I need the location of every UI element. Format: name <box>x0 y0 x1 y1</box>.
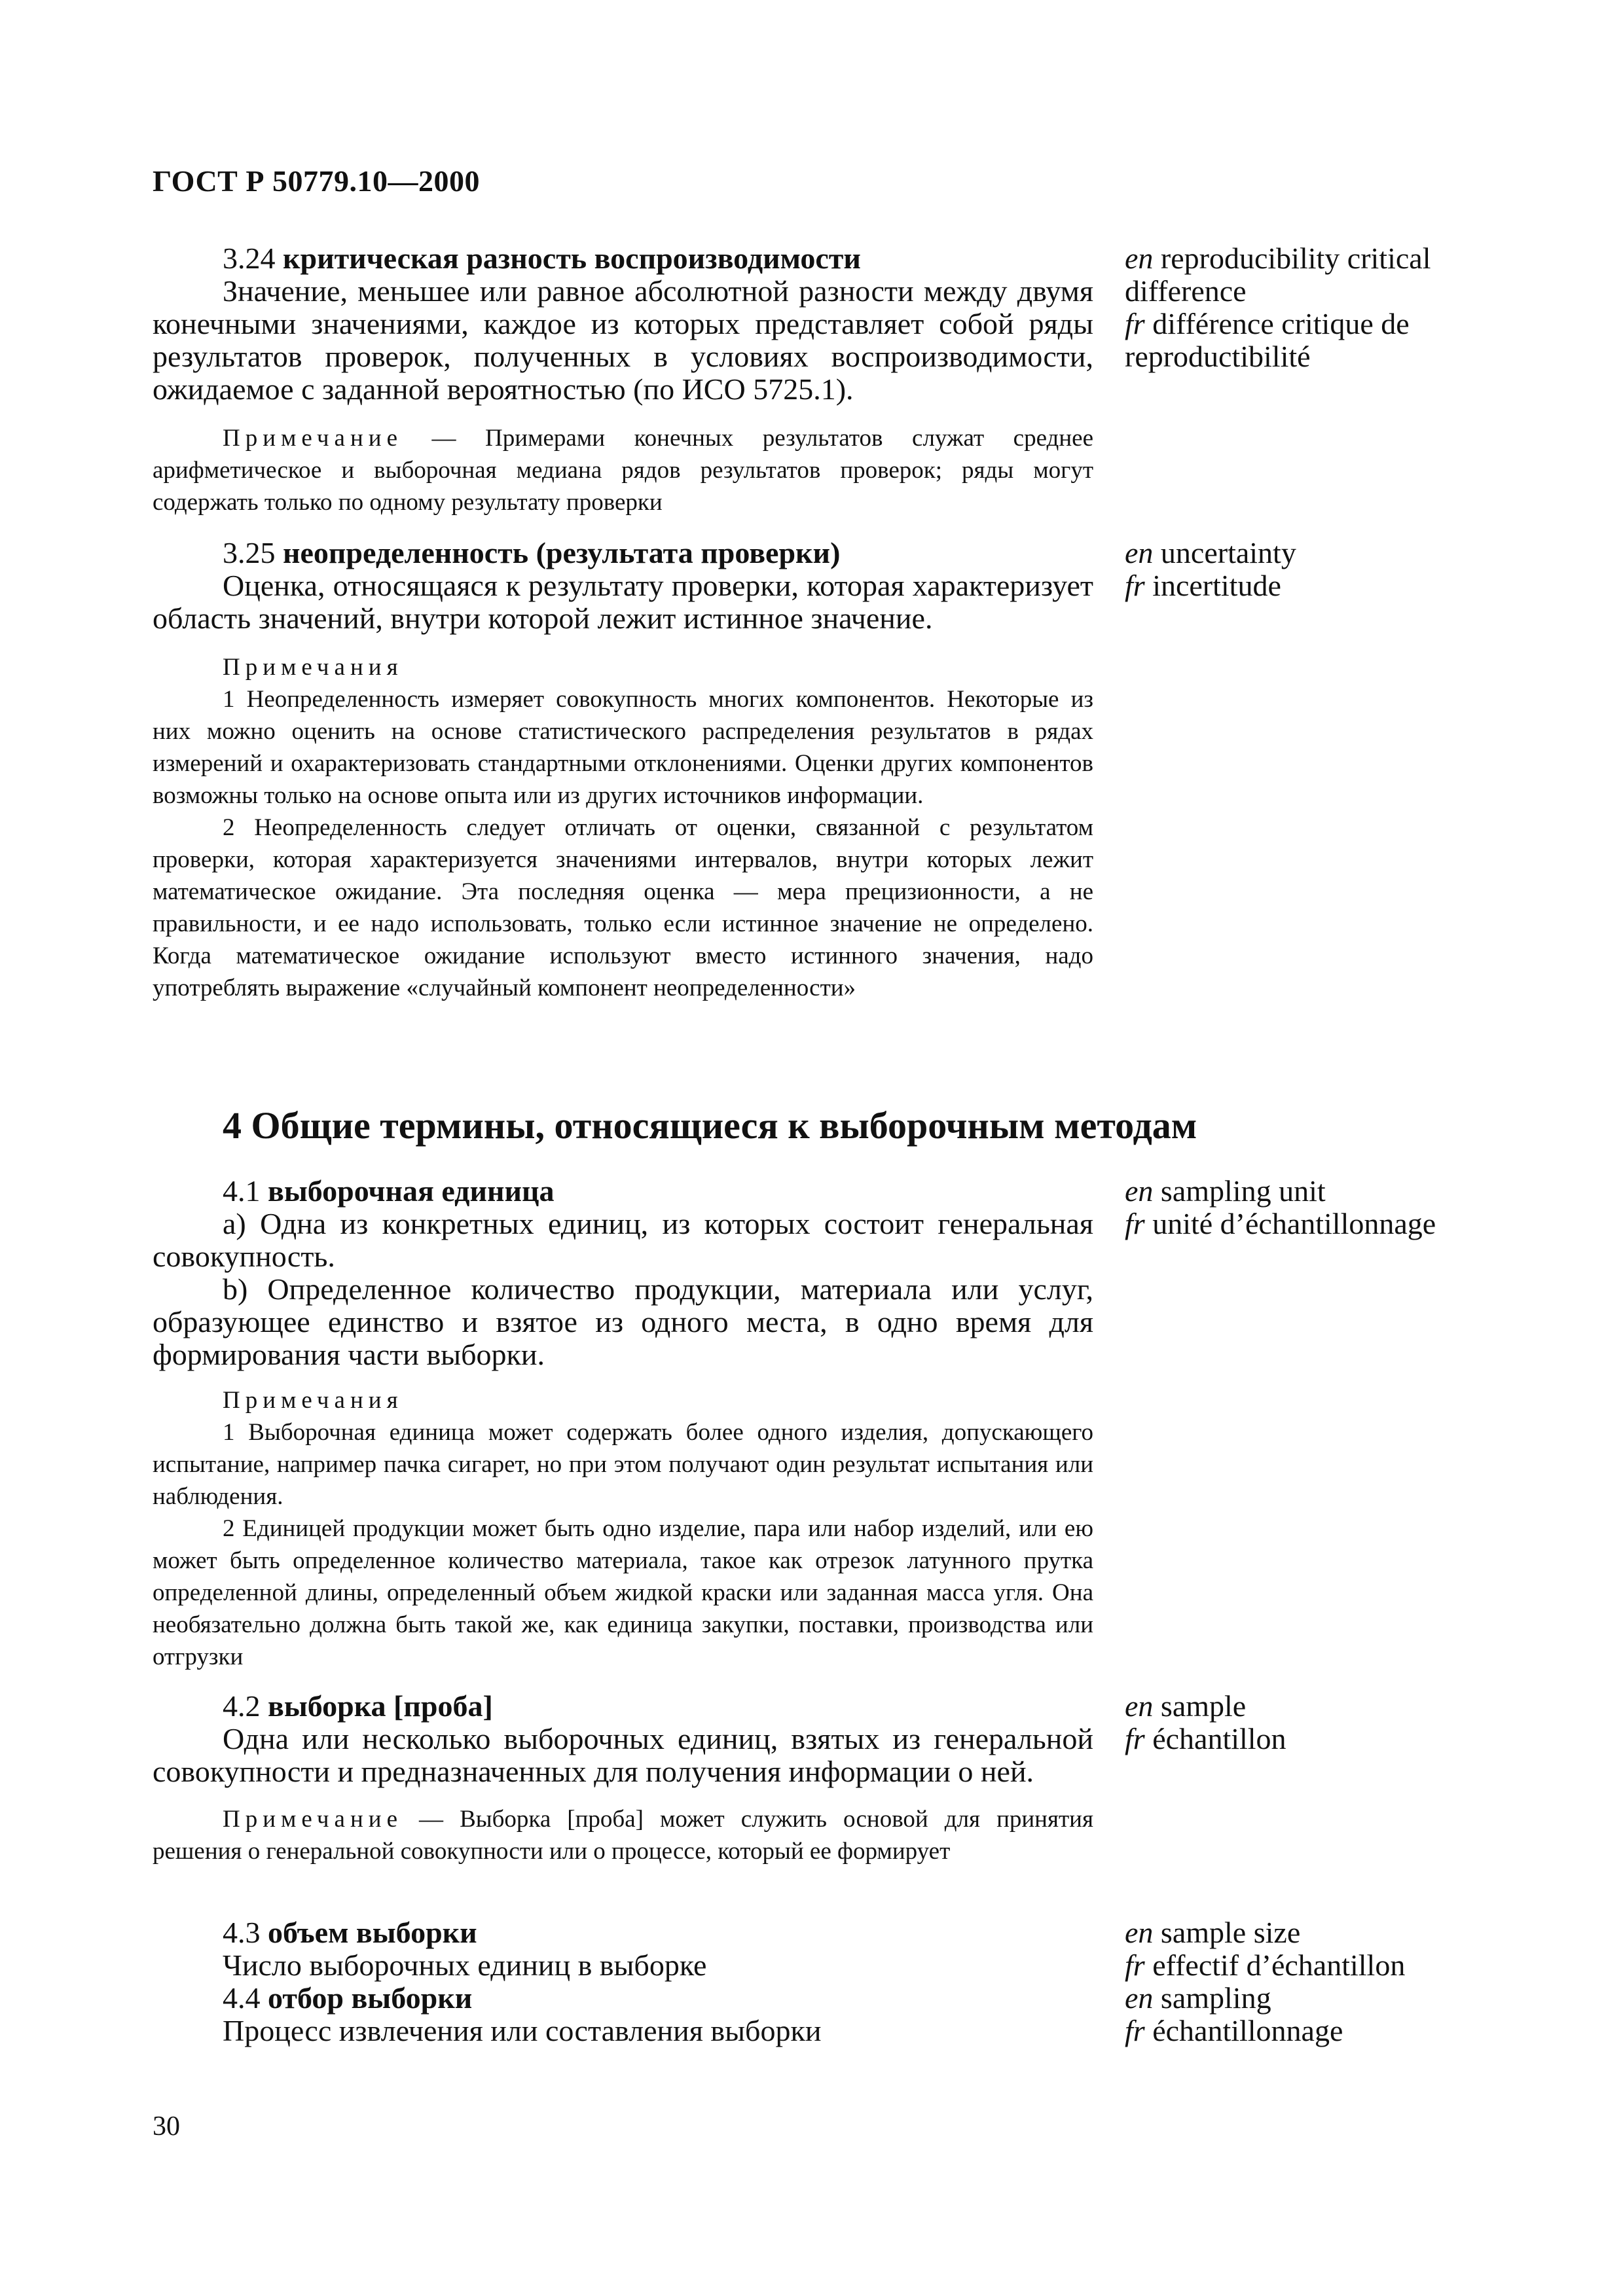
en-equivalent <box>1125 537 1491 569</box>
fr-equivalent <box>1125 1723 1491 1755</box>
en-equivalent <box>1125 1916 1491 1949</box>
entry-3-25 <box>153 537 1093 635</box>
term-definition-a: а) Одна из конкретных единиц, из которых состоит генеральная совокупность. <box>153 1207 1093 1273</box>
section-4-heading: 4 Общие термины, относящиеся к выборочным методам <box>223 1104 1197 1147</box>
note-2: 2 Единицей продукции может быть одно изделие, пара или набор изделий, или ею может быть определенное количество материала, такое как отрезок латунного прутка определенной длины, определенный объем жидкой краски или заданная масса угля. Она необязательно должна быть такой же, как единица закупки, поставки, производства или отгрузки <box>153 1515 1093 1670</box>
en-term: sample <box>1160 1689 1247 1723</box>
entry-4-4-equivalents <box>1125 1982 1491 2047</box>
entry-4-4 <box>153 1982 1093 2047</box>
note-1: 1 Неопределенность измеряет совокупность многих компонентов. Некоторые из них можно оценить на основе статистического распределения результатов в рядах измерений и охарактеризовать стандартными отклонениями. Оценки других компонентов возможны только на основе опыта или из других источников информации. <box>153 686 1093 809</box>
term-heading <box>153 1690 1093 1723</box>
entry-4-3 <box>153 1916 1093 1982</box>
en-tag: en <box>1125 1174 1154 1208</box>
term-number: 3.25 <box>223 536 276 569</box>
standard-id: ГОСТ Р 50779.10—2000 <box>153 164 480 198</box>
fr-tag: fr <box>1125 307 1145 340</box>
term-heading <box>153 1175 1093 1208</box>
page-number: 30 <box>153 2111 180 2142</box>
fr-tag: fr <box>1125 1948 1145 1982</box>
fr-term: incertitude <box>1152 569 1281 602</box>
term-definition: Одна или несколько выборочных единиц, взятых из генеральной совокупности и предназначенных для получения информации о ней. <box>153 1722 1093 1788</box>
notes-label: Примечания <box>223 1387 403 1414</box>
fr-equivalent <box>1125 2015 1491 2047</box>
en-term: reproducibility critical difference <box>1125 242 1431 308</box>
en-tag: en <box>1125 242 1154 275</box>
en-tag: en <box>1125 1689 1154 1723</box>
fr-equivalent <box>1125 308 1491 373</box>
en-tag: en <box>1125 1916 1154 1949</box>
note-text: — Выборка [проба] может служить основой для принятия решения о генеральной совокупности или о процессе, который ее формирует <box>153 1806 1093 1865</box>
term-definition: Оценка, относящаяся к результату проверки, которая характеризует область значений, внутри которой лежит истинное значение. <box>153 569 1093 635</box>
note-2: 2 Неопределенность следует отличать от оценки, связанной с результатом проверки, которая характеризуется значениями интервалов, внутри которых лежит математическое ожидание. Эта последняя оценка — мера прецизионности, а не правильности, и ее надо использовать, только если истинное значение не определено. Когда математическое ожидание используют вместо истинного значения, надо употреблять выражение «случайный компонент неопределенности» <box>153 814 1093 1001</box>
term-name: отбор выборки <box>268 1981 473 2015</box>
fr-term: unité d’échantillonnage <box>1152 1207 1436 1240</box>
note-1: 1 Выборочная единица может содержать более одного изделия, допускающего испытание, например пачка сигарет, но при этом получают один результат испытания или наблюдения. <box>153 1419 1093 1510</box>
entry-3-24-equivalents <box>1125 242 1491 373</box>
entry-3-25-notes <box>153 651 1093 1004</box>
en-tag: en <box>1125 536 1154 569</box>
term-name: критическая разность воспроизводимости <box>283 242 861 275</box>
term-heading <box>153 1916 1093 1949</box>
fr-term: différence critique de reproductibilité <box>1125 307 1410 373</box>
entry-4-1-equivalents <box>1125 1175 1491 1240</box>
term-number: 4.2 <box>223 1689 261 1723</box>
en-term: sampling unit <box>1160 1174 1326 1208</box>
entry-4-2-note <box>153 1803 1093 1867</box>
note-text: — Примерами конечных результатов служат среднее арифметическое и выборочная медиана рядов результатов проверок; ряды могут содержать только по одному результату проверки <box>153 425 1094 516</box>
fr-equivalent <box>1125 1208 1491 1240</box>
fr-tag: fr <box>1125 569 1145 602</box>
fr-term: échantillonnage <box>1152 2014 1343 2047</box>
term-name: неопределенность (результата проверки) <box>283 536 841 569</box>
en-equivalent <box>1125 1175 1491 1208</box>
entry-4-2-equivalents <box>1125 1690 1491 1755</box>
term-name: выборочная единица <box>268 1174 555 1208</box>
term-heading <box>153 1982 1093 2015</box>
en-equivalent <box>1125 1690 1491 1723</box>
entry-4-1-notes <box>153 1384 1093 1673</box>
en-term: sampling <box>1160 1981 1271 2015</box>
fr-tag: fr <box>1125 1207 1145 1240</box>
fr-term: effectif d’échantillon <box>1152 1948 1406 1982</box>
en-term: uncertainty <box>1160 536 1296 569</box>
entry-3-24 <box>153 242 1093 406</box>
term-definition: Процесс извлечения или составления выборки <box>223 2014 822 2047</box>
term-definition: Значение, меньшее или равное абсолютной разности между двумя конечными значениями, каждое из которых представляет собой ряды результатов проверок, полученных в условиях воспроизводимости, ожидаемое с заданной вероятностью (по ИСО 5725.1). <box>153 274 1093 406</box>
term-number: 3.24 <box>223 242 276 275</box>
entry-4-2 <box>153 1690 1093 1788</box>
note-label: Примечание <box>223 425 403 452</box>
en-equivalent <box>1125 242 1491 308</box>
term-name: объем выборки <box>268 1916 477 1949</box>
entry-4-1 <box>153 1175 1093 1371</box>
term-heading <box>153 242 1093 275</box>
fr-tag: fr <box>1125 1722 1145 1755</box>
note-label: Примечание <box>223 1806 403 1833</box>
term-name: выборка [проба] <box>268 1689 493 1723</box>
entry-3-25-equivalents <box>1125 537 1491 602</box>
term-heading <box>153 537 1093 569</box>
term-definition: Число выборочных единиц в выборке <box>223 1948 707 1982</box>
fr-tag: fr <box>1125 2014 1145 2047</box>
en-tag: en <box>1125 1981 1154 2015</box>
en-term: sample size <box>1160 1916 1301 1949</box>
notes-label: Примечания <box>223 654 403 681</box>
term-definition-b: b) Определенное количество продукции, материала или услуг, образующее единство и взятое из одного места, в одно время для формирования части выборки. <box>153 1272 1093 1371</box>
term-number: 4.4 <box>223 1981 261 2015</box>
en-equivalent <box>1125 1982 1491 2015</box>
entry-4-3-equivalents <box>1125 1916 1491 1982</box>
fr-term: échantillon <box>1152 1722 1286 1755</box>
term-number: 4.3 <box>223 1916 261 1949</box>
fr-equivalent <box>1125 1949 1491 1982</box>
entry-3-24-note <box>153 422 1093 518</box>
fr-equivalent <box>1125 569 1491 602</box>
term-number: 4.1 <box>223 1174 261 1208</box>
